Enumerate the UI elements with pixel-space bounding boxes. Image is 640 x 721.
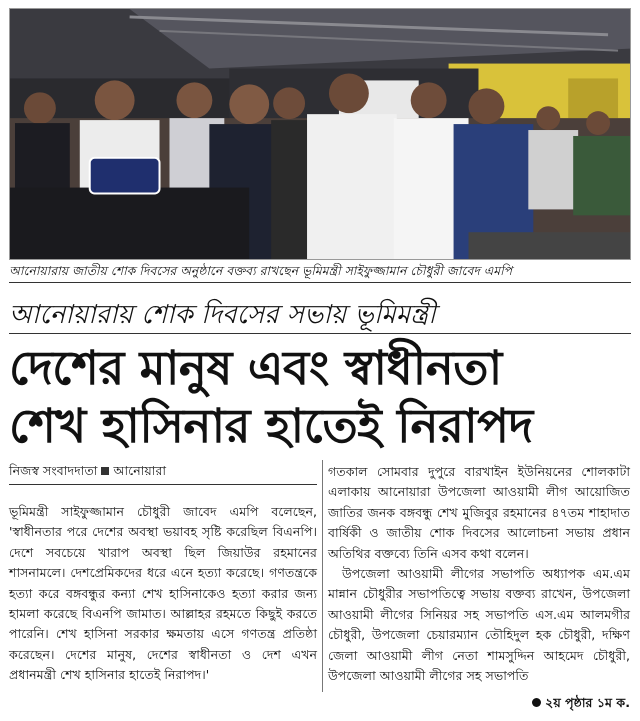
left-body-text: ভূমিমন্ত্রী সাইফুজ্জামান চৌধুরী জাবেদ এমপি বলেছেন, 'স্বাধীনতার পরে দেশের অবস্থা ভয়াবহ সৃষ্টি করেছিল বিএনপি। দেশে সবচেয়ে খারাপ অবস্থা ছিল জিয়াউর রহমানের শাসনামলে। দেশপ্রেমিকদের ধরে এনে হত্যা করেছে। গণতন্ত্রকে হত্যা করে বঙ্গবন্ধুর কন্যা শেখ হাসিনাকেও হত্যা করার জন্য হামলা করেছে বিএনপি জামাত। আল্লাহর রহমতে কিছুই করতে পারেনি। শেখ হাসিনা সরকার ক্ষমতায় এসে গণতন্ত্র প্রতিষ্ঠা করেছেন। দেশের মানুষ, দেশের স্বাধীনতা ও দেশ এখন প্রধানমন্ত্রী শেখ হাসিনার হাতেই নিরাপদ।'	[9, 504, 317, 683]
news-photo	[9, 8, 631, 260]
caption-rule	[9, 282, 631, 283]
right-column	[328, 462, 630, 686]
byline	[9, 462, 317, 480]
press-photo-icon	[10, 9, 630, 259]
kicker-headline: আনোয়ারায় শোক দিবসের সভায় ভূমিমন্ত্রী	[9, 300, 436, 330]
headline-line-2: শেখ হাসিনার হাতেই নিরাপদ	[9, 399, 533, 454]
square-bullet-icon	[101, 467, 109, 475]
right-body-paragraph-1: গতকাল সোমবার দুপুরে বারখাইন ইউনিয়নের শোলকাটা এলাকায় আনোয়ারা উপজেলা আওয়ামী লীগ আয়োজিত জাতির জনক বঙ্গবন্ধু শেখ মুজিবুর রহমানের ৪৭তম শাহাদাত বার্ষিকী ও জাতীয় শোক দিবসের আলোচনা সভায় প্রধান অতিথির বক্তব্যে তিনি এসব কথা বলেন।	[328, 464, 630, 561]
right-body-paragraph-2: উপজেলা আওয়ামী লীগের সভাপতি অধ্যাপক এম.এম মান্নান চৌধুরীর সভাপতিত্বে সভায় বক্তব্য রাখেন, উপজেলা আওয়ামী লীগের সিনিয়র সহ সভাপতি এস.এম আলমগীর চৌধুরী, উপজেলা চেয়ারম্যান তৌহিদুল হক চৌধুরী, দক্ষিণ জেলা আওয়ামী লীগ নেতা শামসুদ্দিন আহমেদ চৌধুরী, উপজেলা আওয়ামী লীগের সহ সভাপতি	[328, 566, 630, 684]
continuation-note	[532, 695, 630, 715]
main-headline	[9, 340, 631, 456]
byline-reporter: নিজস্ব সংবাদদাতা	[9, 463, 98, 478]
bullet-dot-icon	[532, 698, 541, 707]
byline-rule	[9, 484, 317, 485]
kicker-rule	[9, 333, 631, 334]
headline-line-1: দেশের মানুষ এবং স্বাধীনতা	[9, 341, 502, 396]
column-divider	[322, 460, 323, 692]
left-column	[9, 462, 317, 686]
byline-location: আনোয়ারা	[113, 463, 167, 478]
photo-caption: আনোয়ারায় জাতীয় শোক দিবসের অনুষ্ঠানে বক্তব্য রাখছেন ভূমিমন্ত্রী সাইফুজ্জামান চৌধুরী জাবেদ এমপি	[9, 263, 513, 278]
continuation-text: ২য় পৃষ্ঠার ১ম ক.	[545, 695, 630, 710]
